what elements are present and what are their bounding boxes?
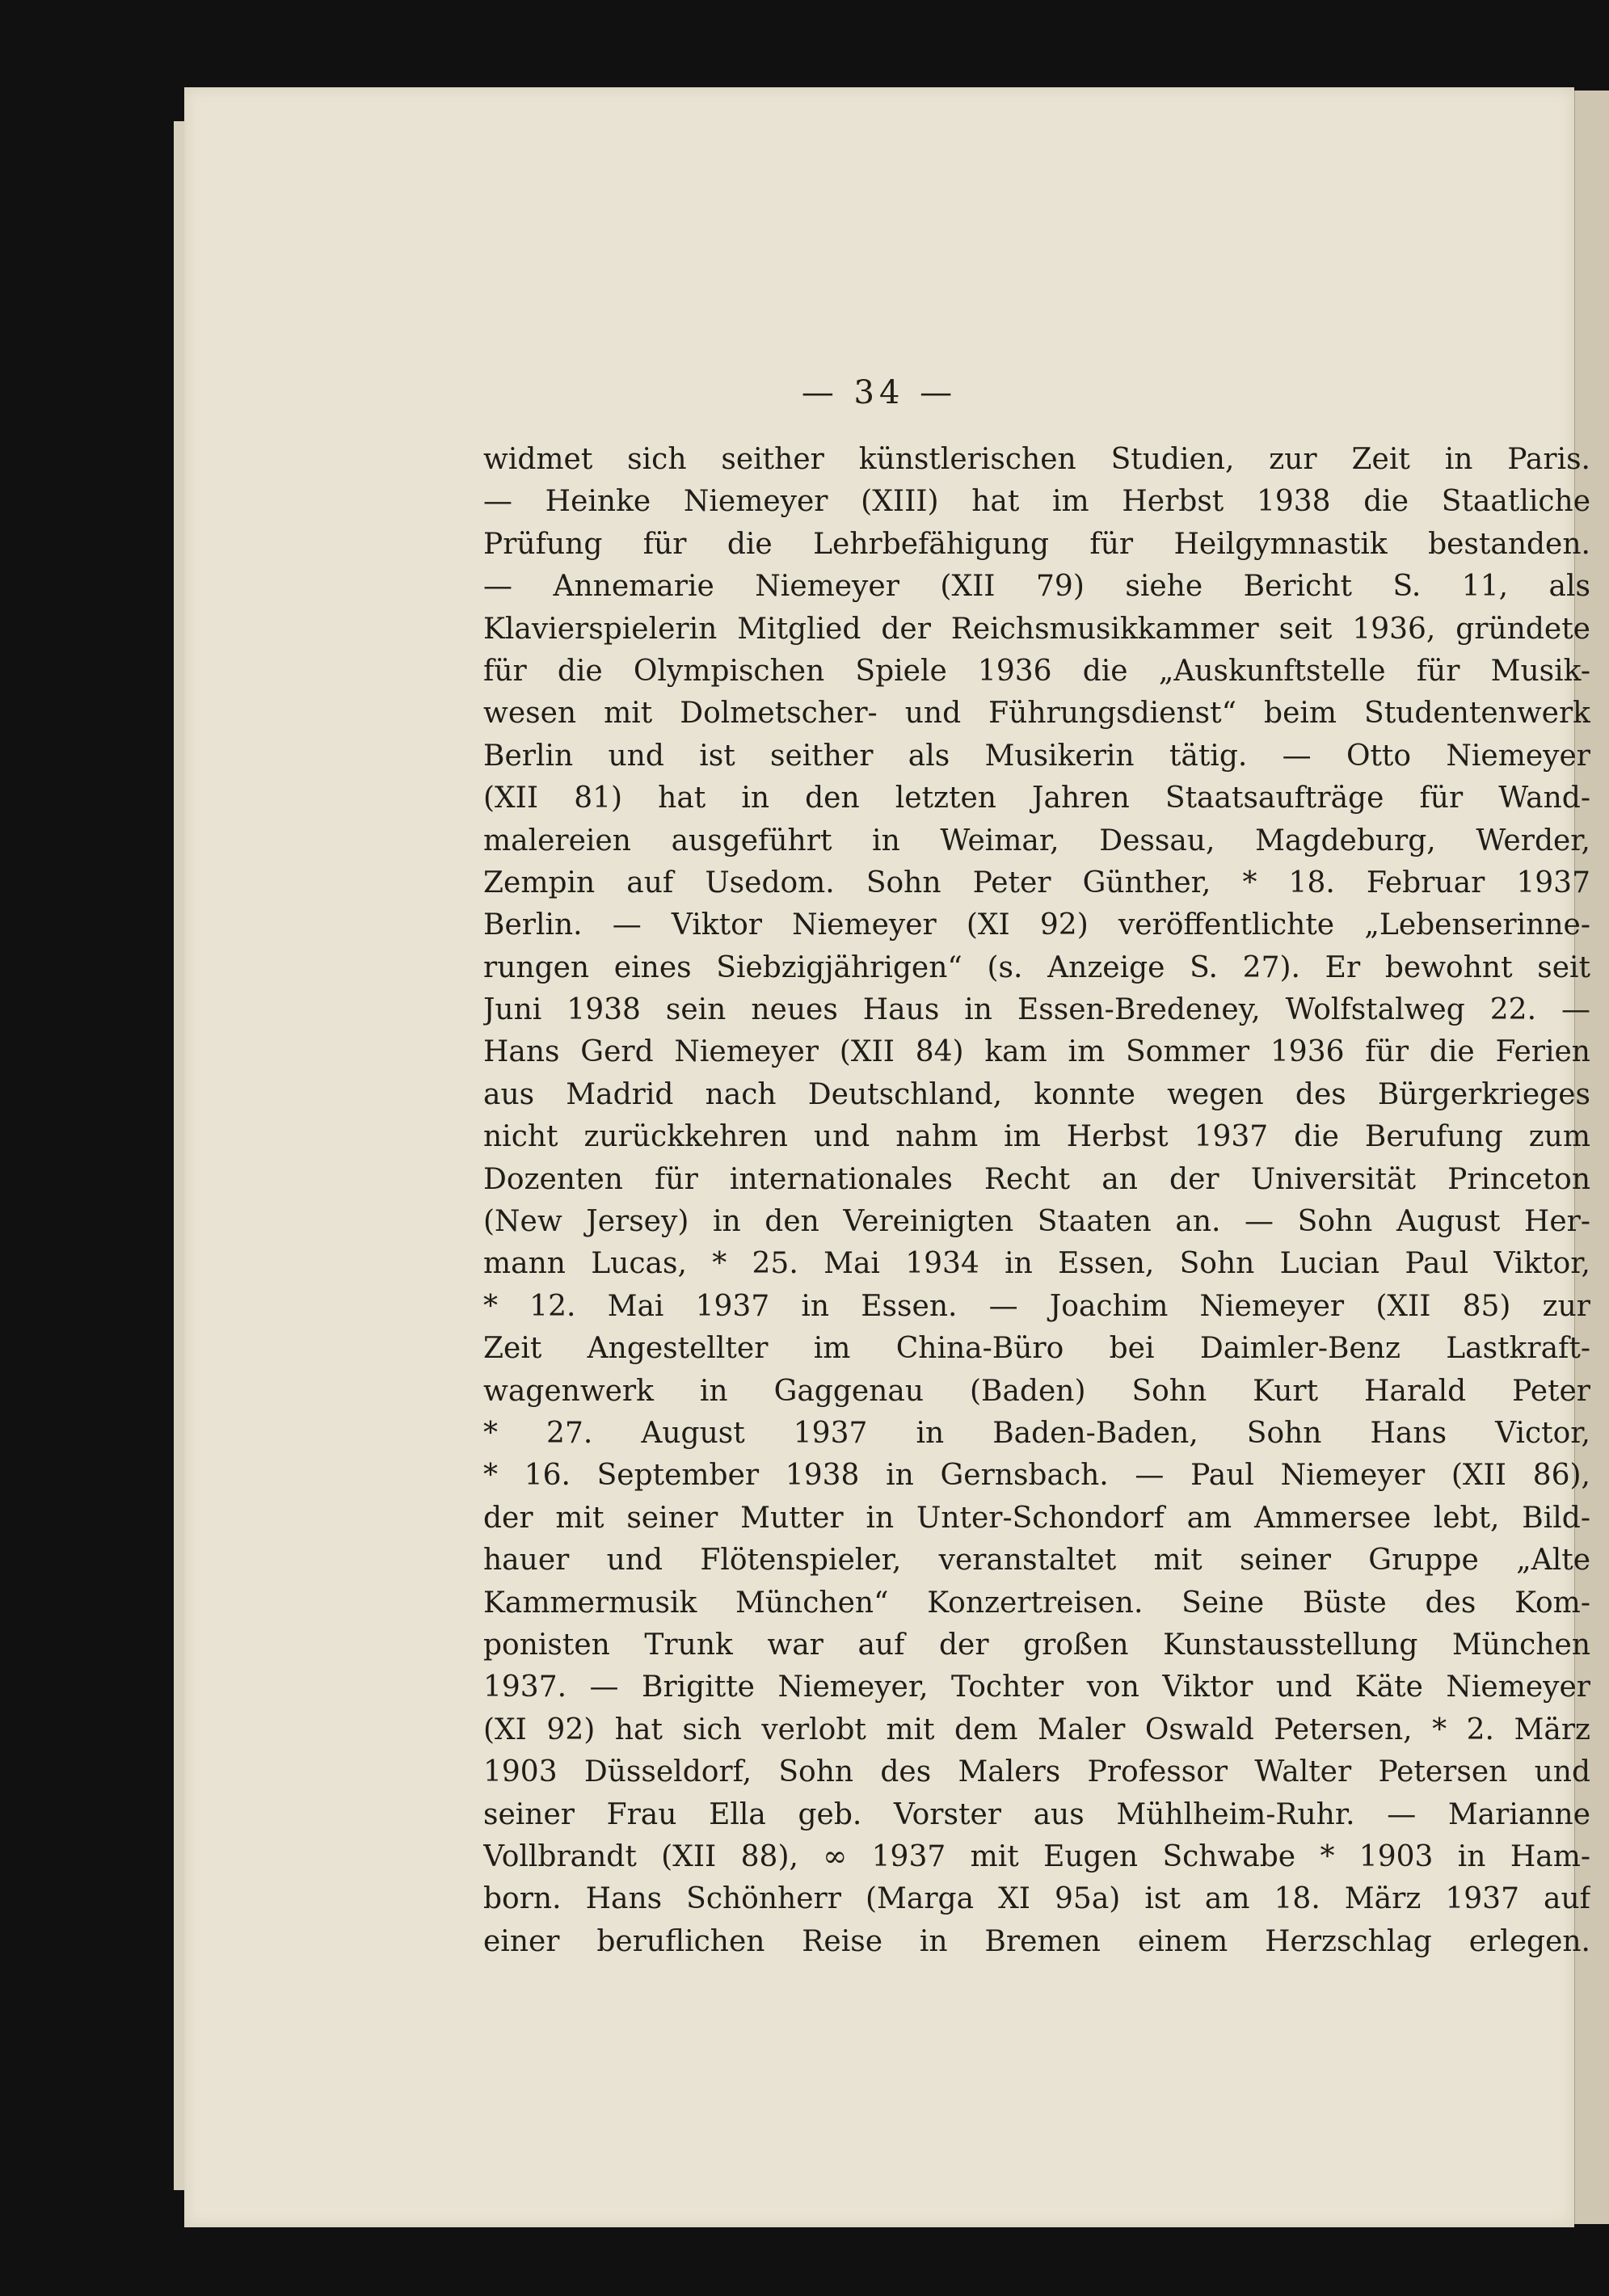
text-line: * 16. September 1938 in Gernsbach. — Paul Niemeyer (XII 86), [483, 1459, 1590, 1493]
text-line: (New Jersey) in den Vereinigten Staaten an. — Sohn August Her- [483, 1205, 1590, 1239]
text-line: (XI 92) hat sich verlobt mit dem Maler Oswald Petersen, * 2. März [483, 1713, 1590, 1746]
text-line: wagenwerk in Gaggenau (Baden) Sohn Kurt Harald Peter [483, 1374, 1590, 1408]
text-line: aus Madrid nach Deutschland, konnte wegen des Bürgerkrieges [483, 1077, 1590, 1111]
text-line: ponisten Trunk war auf der großen Kunstausstellung München [483, 1628, 1590, 1662]
text-line: wesen mit Dolmetscher- und Führungsdienst“ beim Studentenwerk [483, 697, 1590, 731]
text-line: seiner Frau Ella geb. Vorster aus Mühlheim-Ruhr. — Marianne [483, 1797, 1590, 1831]
text-line: Zeit Angestellter im China-Büro bei Daimler-Benz Lastkraft- [483, 1332, 1590, 1366]
text-line: der mit seiner Mutter in Unter-Schondorf am Ammersee lebt, Bild- [483, 1501, 1590, 1535]
text-line: nicht zurückkehren und nahm im Herbst 1937 die Berufung zum [483, 1120, 1590, 1154]
text-line: Prüfung für die Lehrbefähigung für Heilgymnastik bestanden. [483, 527, 1590, 561]
page-sheet [184, 87, 1590, 2227]
text-line: — Annemarie Niemeyer (XII 79) siehe Bericht S. 11, als [483, 570, 1590, 604]
text-line: (XII 81) hat in den letzten Jahren Staatsaufträge für Wand- [483, 781, 1590, 815]
text-line: Zempin auf Usedom. Sohn Peter Günther, * 18. Februar 1937 [483, 866, 1590, 899]
text-line: Dozenten für internationales Recht an der Universität Princeton [483, 1162, 1590, 1196]
text-line: Juni 1938 sein neues Haus in Essen-Bredeney, Wolfstalweg 22. — [483, 993, 1590, 1027]
text-line: * 12. Mai 1937 in Essen. — Joachim Niemeyer (XII 85) zur [483, 1289, 1590, 1323]
text-line: — Heinke Niemeyer (XIII) hat im Herbst 1938 die Staatliche [483, 485, 1590, 519]
text-line: Kammermusik München“ Konzertreisen. Seine Büste des Kom- [483, 1586, 1590, 1620]
text-line: Hans Gerd Niemeyer (XII 84) kam im Sommer 1936 für die Ferien [483, 1035, 1590, 1069]
text-line: rungen eines Siebzigjährigen“ (s. Anzeige S. 27). Er bewohnt seit [483, 950, 1590, 984]
page-number: — 34 — [801, 374, 958, 411]
text-line: widmet sich seither künstlerischen Studien, zur Zeit in Paris. [483, 443, 1590, 476]
text-line: 1903 Düsseldorf, Sohn des Malers Professor Walter Petersen und [483, 1755, 1590, 1789]
text-line: malereien ausgeführt in Weimar, Dessau, Magdeburg, Werder, [483, 824, 1590, 857]
text-line: mann Lucas, * 25. Mai 1934 in Essen, Sohn Lucian Paul Viktor, [483, 1247, 1590, 1281]
text-line: Vollbrandt (XII 88), ∞ 1937 mit Eugen Schwabe * 1903 in Ham- [483, 1839, 1590, 1873]
text-line: * 27. August 1937 in Baden-Baden, Sohn Hans Victor, [483, 1416, 1590, 1450]
body-text [483, 439, 1590, 1963]
text-line: für die Olympischen Spiele 1936 die „Auskunftstelle für Musik- [483, 654, 1590, 688]
text-line: born. Hans Schönherr (Marga XI 95a) ist am 18. März 1937 auf [483, 1882, 1590, 1916]
text-line: 1937. — Brigitte Niemeyer, Tochter von Viktor und Käte Niemeyer [483, 1670, 1590, 1704]
text-line: Klavierspielerin Mitglied der Reichsmusikkammer seit 1936, gründete [483, 612, 1590, 646]
text-line: Berlin. — Viktor Niemeyer (XI 92) veröffentlichte „Lebenserinne- [483, 908, 1590, 942]
text-line: einer beruflichen Reise in Bremen einem Herzschlag erlegen. [483, 1924, 1590, 1958]
text-line: hauer und Flötenspieler, veranstaltet mit seiner Gruppe „Alte [483, 1544, 1590, 1578]
text-line: Berlin und ist seither als Musikerin tätig. — Otto Niemeyer [483, 739, 1590, 773]
